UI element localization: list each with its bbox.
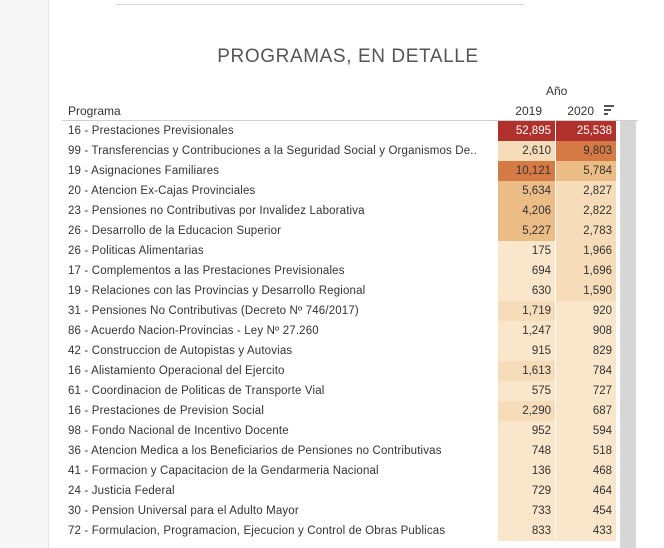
programa-column-header[interactable]: Programa — [68, 104, 121, 118]
programa-cell: 31 - Pensiones No Contributivas (Decreto Nº 746/2017) — [68, 305, 359, 317]
value-2019-cell[interactable]: 729 — [498, 481, 555, 501]
programa-cell: 26 - Desarrollo de la Educacion Superior — [68, 225, 282, 237]
value-2020-cell[interactable]: 5,784 — [556, 161, 616, 181]
value-2019-cell[interactable]: 5,634 — [498, 181, 555, 201]
value-2020-cell[interactable]: 2,822 — [556, 201, 616, 221]
value-2019-cell[interactable]: 175 — [498, 241, 555, 261]
value-2020-cell[interactable]: 920 — [556, 301, 616, 321]
value-2020-cell[interactable]: 25,538 — [556, 121, 616, 141]
programa-cell: 42 - Construccion de Autopistas y Autovias — [68, 345, 293, 357]
value-2020-cell[interactable]: 1,590 — [556, 281, 616, 301]
value-2019-cell[interactable]: 833 — [498, 521, 555, 541]
table-row[interactable] — [62, 341, 618, 361]
programa-cell: 20 - Atencion Ex-Cajas Provinciales — [68, 185, 256, 197]
table-row[interactable] — [62, 481, 618, 501]
programa-cell: 41 - Formacion y Capacitacion de la Gendarmeria Nacional — [68, 465, 379, 477]
value-2020-cell[interactable]: 433 — [556, 521, 616, 541]
table-row[interactable] — [62, 221, 618, 241]
table-row[interactable] — [62, 161, 618, 181]
value-2019-cell[interactable]: 1,247 — [498, 321, 555, 341]
year-2019-column-header[interactable]: 2019 — [515, 104, 542, 118]
programa-cell: 99 - Transferencias y Contribuciones a la Seguridad Social y Organismos De.. — [68, 145, 477, 157]
value-2020-cell[interactable]: 829 — [556, 341, 616, 361]
year-2020-column-header[interactable]: 2020 — [567, 104, 594, 118]
value-2020-cell[interactable]: 468 — [556, 461, 616, 481]
value-2019-cell[interactable]: 694 — [498, 261, 555, 281]
programa-cell: 17 - Complementos a las Prestaciones Previsionales — [68, 265, 345, 277]
value-2019-cell[interactable]: 952 — [498, 421, 555, 441]
table-row[interactable] — [62, 461, 618, 481]
programa-cell: 16 - Prestaciones Previsionales — [68, 125, 234, 137]
value-2019-cell[interactable]: 5,227 — [498, 221, 555, 241]
value-2020-cell[interactable]: 1,696 — [556, 261, 616, 281]
programa-cell: 23 - Pensiones no Contributivas por Invalidez Laborativa — [68, 205, 365, 217]
value-2019-cell[interactable]: 575 — [498, 381, 555, 401]
page-title: PROGRAMAS, EN DETALLE — [217, 46, 479, 67]
value-2019-cell[interactable]: 136 — [498, 461, 555, 481]
value-2019-cell[interactable]: 733 — [498, 501, 555, 521]
programa-cell: 16 - Alistamiento Operacional del Ejercito — [68, 365, 285, 377]
table-row[interactable] — [62, 441, 618, 461]
table-row[interactable] — [62, 381, 618, 401]
programa-cell: 61 - Coordinacion de Politicas de Transporte Vial — [68, 385, 325, 397]
value-2020-cell[interactable]: 594 — [556, 421, 616, 441]
programa-cell: 24 - Justicia Federal — [68, 485, 175, 497]
value-2019-cell[interactable]: 915 — [498, 341, 555, 361]
table-row[interactable] — [62, 141, 618, 161]
value-2020-cell[interactable]: 727 — [556, 381, 616, 401]
value-2019-cell[interactable]: 52,895 — [498, 121, 555, 141]
left-panel — [0, 0, 49, 548]
table-body — [62, 121, 618, 541]
table-row[interactable] — [62, 501, 618, 521]
table-row[interactable] — [62, 181, 618, 201]
programa-cell: 98 - Fondo Nacional de Incentivo Docente — [68, 425, 289, 437]
value-2019-cell[interactable]: 4,206 — [498, 201, 555, 221]
column-group-header: Año — [546, 84, 568, 98]
table-row[interactable] — [62, 521, 618, 541]
table-row[interactable] — [62, 421, 618, 441]
table-row[interactable] — [62, 301, 618, 321]
table-row[interactable] — [62, 281, 618, 301]
value-2020-cell[interactable]: 464 — [556, 481, 616, 501]
table-row[interactable] — [62, 321, 618, 341]
programa-cell: 26 - Politicas Alimentarias — [68, 245, 204, 257]
vertical-scrollbar[interactable] — [620, 121, 636, 548]
table-row[interactable] — [62, 261, 618, 281]
value-2020-cell[interactable]: 784 — [556, 361, 616, 381]
value-2020-cell[interactable]: 908 — [556, 321, 616, 341]
value-2019-cell[interactable]: 1,719 — [498, 301, 555, 321]
value-2020-cell[interactable]: 687 — [556, 401, 616, 421]
programa-cell: 19 - Relaciones con las Provincias y Desarrollo Regional — [68, 285, 366, 297]
programa-cell: 72 - Formulacion, Programacion, Ejecucion y Control de Obras Publicas — [68, 525, 446, 537]
programa-cell: 30 - Pension Universal para el Adulto Mayor — [68, 505, 299, 517]
value-2019-cell[interactable]: 1,613 — [498, 361, 555, 381]
table-row[interactable] — [62, 401, 618, 421]
value-2019-cell[interactable]: 2,610 — [498, 141, 555, 161]
value-2019-cell[interactable]: 2,290 — [498, 401, 555, 421]
programa-cell: 19 - Asignaciones Familiares — [68, 165, 220, 177]
table-row[interactable] — [62, 361, 618, 381]
value-2020-cell[interactable]: 454 — [556, 501, 616, 521]
value-2020-cell[interactable]: 2,783 — [556, 221, 616, 241]
value-2019-cell[interactable]: 748 — [498, 441, 555, 461]
value-2020-cell[interactable]: 518 — [556, 441, 616, 461]
programa-cell: 16 - Prestaciones de Prevision Social — [68, 405, 265, 417]
sort-descending-icon[interactable] — [604, 105, 614, 115]
value-2019-cell[interactable]: 10,121 — [498, 161, 555, 181]
programa-cell: 86 - Acuerdo Nacion-Provincias - Ley Nº 27.260 — [68, 325, 319, 337]
value-2019-cell[interactable]: 630 — [498, 281, 555, 301]
value-2020-cell[interactable]: 1,966 — [556, 241, 616, 261]
table-row[interactable] — [62, 241, 618, 261]
value-2020-cell[interactable]: 9,803 — [556, 141, 616, 161]
table-row[interactable] — [62, 121, 618, 141]
top-divider — [116, 4, 524, 5]
table-row[interactable] — [62, 201, 618, 221]
programa-cell: 36 - Atencion Medica a los Beneficiarios de Pensiones no Contributivas — [68, 445, 442, 457]
value-2020-cell[interactable]: 2,827 — [556, 181, 616, 201]
